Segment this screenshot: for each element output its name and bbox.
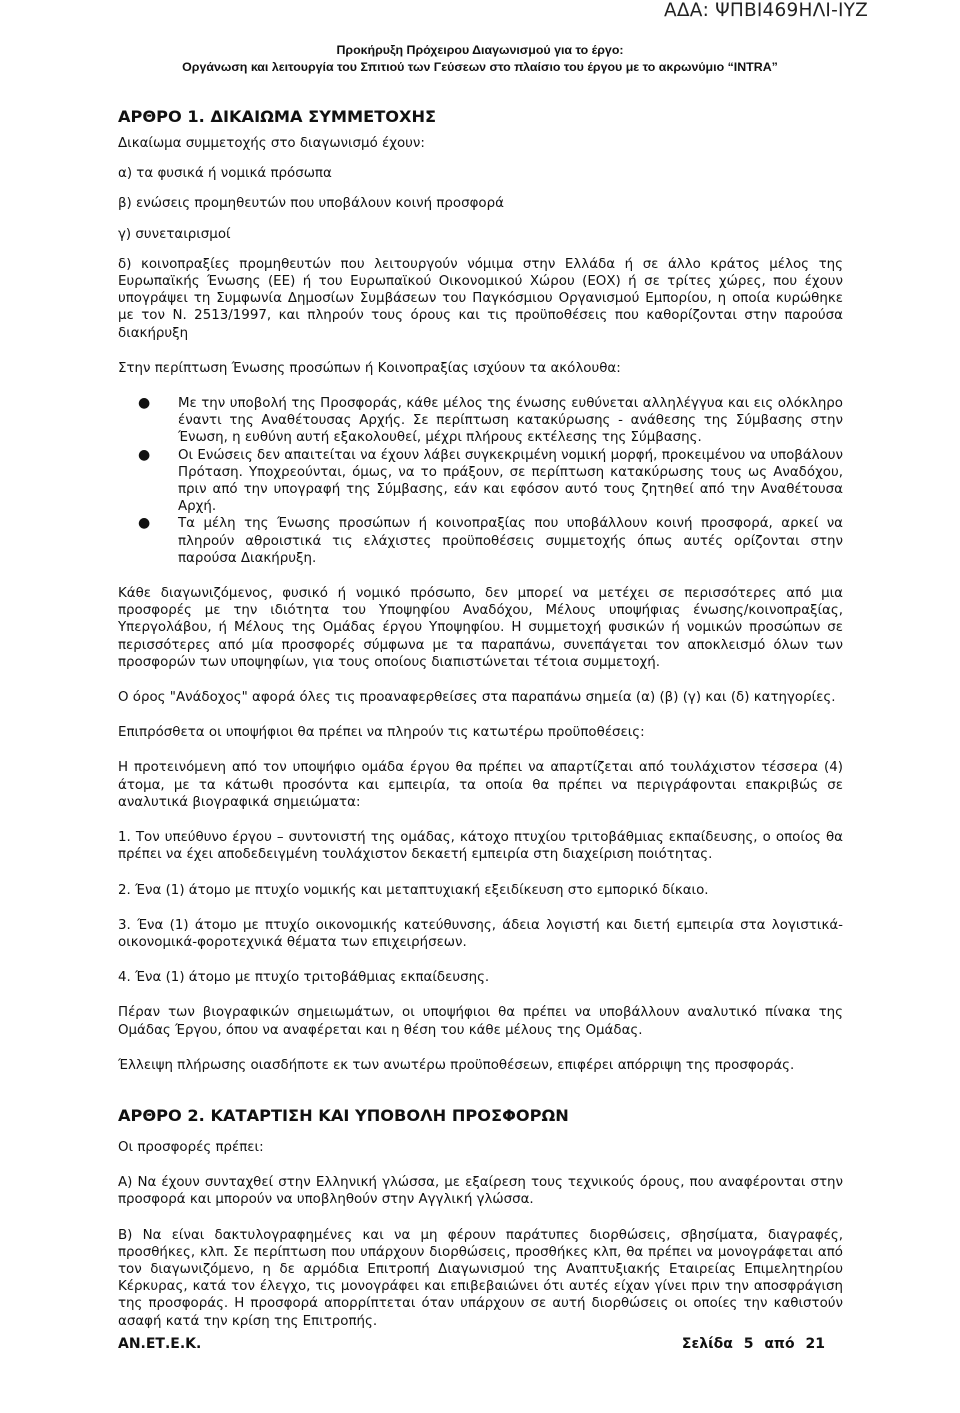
- list-item: ● Οι Ενώσεις δεν απαιτείται να έχουν λάβει συγκεκριμένη νομική μορφή, προκειμένου να υποβάλουν Πρόταση. Υποχρεούνται, όμως, να το πράξουν, σε περίπτωση κατακύρωσης τους ως Αναδόχου, πριν από την υπογραφή της Σύμβασης, εάν και εφόσον αυτό τους ζητηθεί από την Αναθέτουσα Αρχή.: [138, 446, 843, 515]
- eligibility-a: α) τα φυσικά ή νομικά πρόσωπα: [118, 166, 332, 182]
- eligibility-c: γ) συνεταιρισμοί: [118, 226, 231, 242]
- list-item: ● Τα μέλη της Ένωσης προσώπων ή κοινοπραξίας που υποβάλλουν κοινή προσφορά, αρκεί να πληρούν αθροιστικά τις ελάχιστες προϋποθέσεις συμμετοχής όπως αυτές ορίζονται στην παρούσα Διακήρυξη.: [138, 515, 843, 566]
- page-number: Σελίδα 5 από 21: [681, 1336, 825, 1352]
- union-rules-list: [118, 395, 843, 567]
- article-1-heading: ΑΡΘΡΟ 1. ΔΙΚΑΙΩΜΑ ΣΥΜΜΕΤΟΧΗΣ: [118, 107, 437, 126]
- team-member-4: 4. Ένα (1) άτομο με πτυχίο τριτοβάθμιας εκπαίδευσης.: [118, 970, 490, 986]
- list-item: ● Με την υποβολή της Προσφοράς, κάθε μέλος της ένωσης ευθύνεται αλληλέγγυα και εις ολόκληρο έναντι της Αναθέτουσας Αρχής. Σε περίπτωση κατακύρωσης - ανάθεσης της Σύμβασης στην Ένωση, η ευθύνη αυτή εξακολουθεί, μέχρι πλήρους εκτέλεσης της Σύμβασης.: [138, 395, 843, 446]
- paragraph-each-candidate: Κάθε διαγωνιζόμενος, φυσικό ή νομικό πρόσωπο, δεν μπορεί να μετέχει σε περισσότερες από μια προσφορές με την ιδιότητα του Υποψηφίου Αναδόχου, Μέλους υποψήφιας ένωσης/κοινοπραξίας, Υπεργολάβου, ή Μέλους της Ομάδας έργου Υποψηφίου. Η συμμετοχή φυσικών ή νομικών προσώπων σε περισσότερες από μία προσφορές σύμφωνα με τα παραπάνω, συνεπάγεται τον αποκλεισμό όλων των προσφορών των υποψηφίων, για τους οποίους διαπιστώνεται τέτοια συμμετοχή.: [118, 586, 843, 670]
- offer-rule-b: Β) Να είναι δακτυλογραφημένες και να μη φέρουν παράτυπες διορθώσεις, σβησίματα, διαγραφές, προσθήκες, κλπ. Σε περίπτωση που υπάρχουν διορθώσεις, προσθήκες κλπ, θα πρέπει να μονογράφεται από τον διαγωνιζόμενο, η δε αρμόδια Επιτροπή Διαγωνισμού της Αναπτυξιακής Εταιρείας Επιμελητηρίου Κέρκυρας, κατά τον έλεγχο, τις μονογράφει και επιβεβαιώνει ότι αυτές είχαν γίνει πριν την αποσφράγιση της προσφοράς. Η προσφορά απορρίπτεται όταν υπάρχουν σε αυτή διορθώσεις οι οποίες την καθιστούν ασαφή κατά την κρίση της Επιτροπής.: [118, 1227, 843, 1329]
- team-member-3: 3. Ένα (1) άτομο με πτυχίο οικονομικής κατεύθυνσης, άδεια λογιστή και διετή εμπειρία στα λογιστικά-οικονομικά-φοροτεχνικά θέματα των επιχειρήσεων.: [118, 917, 843, 950]
- bullet-icon: ●: [138, 395, 151, 412]
- paragraph-cv: Πέραν των βιογραφικών σημειωμάτων, οι υποψήφιοι θα πρέπει να υποβάλλουν αναλυτικό πίνακα της Ομάδας Έργου, όπου να αναφέρεται και η θέση του κάθε μέλους της Ομάδας.: [118, 1005, 843, 1038]
- document-header-title: Προκήρυξη Πρόχειρου Διαγωνισμού για το έργο:: [336, 43, 624, 57]
- footer-organization: ΑΝ.ΕΤ.Ε.Κ.: [118, 1336, 202, 1352]
- document-body: [118, 107, 843, 1330]
- eligibility-b: β) ενώσεις προμηθευτών που υποβάλουν κοινή προσφορά: [118, 196, 504, 212]
- paragraph-term: Ο όρος "Ανάδοχος" αφορά όλες τις προαναφερθείσες στα παραπάνω σημεία (α) (β) (γ) και (δ) κατηγορίες.: [118, 690, 836, 706]
- team-member-2: 2. Ένα (1) άτομο με πτυχίο νομικής και μεταπτυχιακή εξειδίκευση στο εμπορικό δίκαιο.: [118, 882, 709, 898]
- bullet-icon: ●: [138, 446, 151, 463]
- bullet-icon: ●: [138, 515, 151, 532]
- article-2-intro: Οι προσφορές πρέπει:: [118, 1139, 264, 1155]
- paragraph-lack: Έλλειψη πλήρωσης οιασδήποτε εκ των ανωτέρω προϋποθέσεων, επιφέρει απόρριψη της προσφοράς.: [118, 1057, 795, 1073]
- paragraph-extra: Επιπρόσθετα οι υποψήφιοι θα πρέπει να πληρούν τις κατωτέρω προϋποθέσεις:: [118, 725, 645, 741]
- eligibility-d: δ) κοινοπραξίες προμηθευτών που λειτουργούν νόμιμα στην Ελλάδα ή σε άλλο κράτος μέλος της Ευρωπαϊκής Ένωσης (ΕΕ) ή του Ευρωπαϊκού Οικονομικού Χώρου (ΕΟΧ) ή σε τρίτες χώρες, που έχουν υπογράψει τη Συμφωνία Δημοσίων Συμβάσεων του Παγκόσμιου Οργανισμού Εμπορίου, η οποία κυρώθηκε με τον Ν. 2513/1997, και πληρούν τους όρους και τις προϋποθέσεις που καθορίζονται στην παρούσα διακήρυξη: [118, 256, 843, 341]
- paragraph-team: Η προτεινόμενη από τον υποψήφιο ομάδα έργου θα πρέπει να απαρτίζεται από τουλάχιστον τέσσερα (4) άτομα, με τα κάτωθι προσόντα και εμπειρία, τα οποία θα πρέπει να περιγράφονται επακριβώς σε αναλυτικά βιογραφικά σημειώματα:: [118, 760, 843, 810]
- article-2-heading: ΑΡΘΡΟ 2. ΚΑΤΑΡΤΙΣΗ ΚΑΙ ΥΠΟΒΟΛΗ ΠΡΟΣΦΟΡΩΝ: [118, 1105, 569, 1125]
- article-1-intro: Δικαίωμα συμμετοχής στο διαγωνισμό έχουν:: [118, 136, 425, 151]
- ada-code: ΑΔΑ: ΨΠΒΙ469ΗΛΙ-ΙΥΖ: [664, 0, 868, 21]
- union-intro: Στην περίπτωση Ένωσης προσώπων ή Κοινοπραξίας ισχύουν τα ακόλουθα:: [118, 360, 621, 376]
- document-header-subtitle: Οργάνωση και λειτουργία του Σπιτιού των Γεύσεων στο πλαίσιο του έργου με το ακρωνύμιο “INTRA”: [182, 60, 778, 74]
- team-member-1: 1. Τον υπεύθυνο έργου – συντονιστή της ομάδας, κάτοχο πτυχίου τριτοβάθμιας εκπαίδευσης, ο οποίος θα πρέπει να έχει αποδεδειγμένη τουλάχιστον δεκαετή εμπειρία στη διαχείριση ποιότητας.: [118, 830, 843, 863]
- offer-rule-a: Α) Να έχουν συνταχθεί στην Ελληνική γλώσσα, με εξαίρεση τους τεχνικούς όρους, που αναφέρονται στην προσφορά και μπορούν να υποβληθούν στην Αγγλική γλώσσα.: [118, 1175, 843, 1208]
